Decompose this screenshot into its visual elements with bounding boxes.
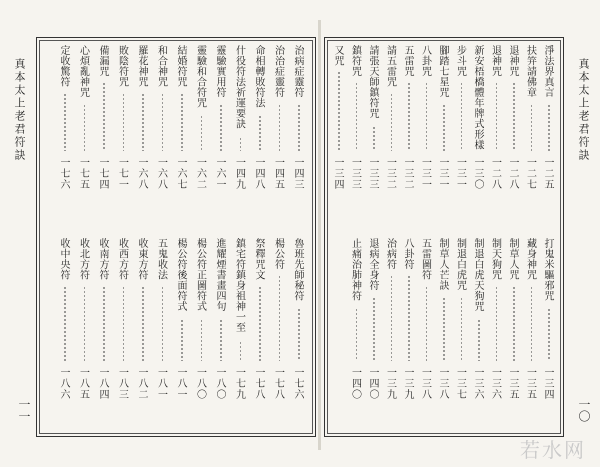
toc-entry-top: [507, 45, 521, 190]
toc-entry-top: [472, 45, 486, 190]
toc-entry-page: 一四八: [253, 157, 264, 190]
toc-entry-title: 扶笄請佛章: [524, 45, 536, 98]
toc-entry-page: 一三九: [384, 367, 396, 400]
toc-entry-title: 打鬼米驅邪咒: [542, 238, 553, 301]
leader-dots: [408, 82, 410, 151]
toc-entry-bottom: [490, 238, 504, 400]
toc-entry-top: [542, 45, 556, 190]
leader-dots: [142, 93, 144, 151]
toc-entry-page: 一六二: [194, 157, 206, 190]
toc-entry-page: 一六一: [214, 157, 225, 190]
leader-dots: [443, 297, 445, 361]
toc-entry-title: 退神咒: [507, 45, 518, 77]
toc-entry-title: 定收驚符: [58, 45, 69, 87]
toc-entry-top: [97, 45, 111, 190]
toc-entry-page: 一六八: [155, 157, 167, 190]
toc-entry-page: 一六八: [136, 157, 147, 190]
toc-entry-bottom: [234, 238, 248, 400]
toc-entry-top: [332, 45, 346, 190]
toc-entry-bottom: [97, 238, 111, 400]
toc-entry-top: [420, 45, 434, 190]
toc-entry-page: 一三六: [489, 367, 501, 400]
toc-entry-page: 一八三: [116, 367, 128, 400]
toc-entry-bottom: [195, 238, 209, 400]
leader-dots: [220, 319, 222, 361]
toc-entry-page: 一八一: [155, 367, 167, 400]
leader-dots: [298, 104, 300, 151]
toc-entry-top: [385, 45, 399, 190]
leader-dots: [373, 297, 375, 361]
watermark: 若水网: [520, 438, 586, 462]
leader-dots: [391, 275, 393, 361]
toc-entry-page: 一八二: [136, 367, 147, 400]
leader-dots: [123, 286, 125, 361]
toc-entry-page: 一三九: [402, 367, 413, 400]
toc-entry-page: 一七八: [253, 367, 264, 400]
leader-dots: [240, 341, 242, 361]
toc-entry-top: [234, 45, 248, 190]
leader-dots: [162, 93, 164, 151]
toc-entry-top: [117, 45, 131, 190]
toc-entry-bottom: [175, 238, 189, 400]
toc-entry-title: 收東方符: [136, 238, 147, 280]
toc-entry-top: [525, 45, 539, 190]
toc-entry-title: 和合神咒: [155, 45, 167, 87]
toc-entry-page: 一三七: [454, 367, 466, 400]
leader-dots: [478, 319, 480, 361]
toc-entry-title: 靈驗實用符: [214, 45, 225, 98]
toc-entry-title: 什役符法祈運要訣: [233, 45, 245, 129]
toc-entry-page: 一七四: [97, 157, 108, 190]
toc-entry-bottom: [117, 238, 131, 400]
toc-entry-title: 五雷圖符: [419, 238, 431, 280]
toc-entry-title: 制天狗咒: [489, 238, 501, 280]
leader-dots: [64, 93, 66, 151]
left-page-number: 一一: [17, 398, 31, 422]
leader-dots: [84, 286, 86, 361]
toc-entry-top: [58, 45, 72, 190]
toc-entry-title: 靈驗和合符咒: [194, 45, 206, 108]
toc-entry-page: 一三一: [437, 157, 448, 190]
toc-entry-page: 一三三: [367, 157, 378, 190]
toc-entry-page: 一三五: [524, 367, 536, 400]
toc-entry-title: 淨法界真言: [542, 45, 553, 98]
toc-entry-bottom: [402, 238, 416, 400]
toc-entry-top: [253, 45, 267, 190]
toc-entry-title: 羅花神咒: [136, 45, 147, 87]
toc-entry-title: 八卦符: [402, 238, 413, 270]
toc-entry-top: [455, 45, 469, 190]
toc-entry-title: 五鬼收法: [155, 238, 167, 280]
toc-entry-title: 鎮符咒: [349, 45, 361, 77]
leader-dots: [84, 104, 86, 151]
toc-entry-bottom: [367, 238, 381, 400]
toc-entry-bottom: [542, 238, 556, 400]
toc-entry-title: 退病全身符: [367, 238, 378, 291]
leader-dots: [123, 93, 125, 151]
toc-entry-page: 一七八: [272, 367, 284, 400]
leader-dots: [240, 137, 242, 151]
leader-dots: [142, 286, 144, 361]
toc-entry-page: 一三五: [507, 367, 518, 400]
toc-entry-top: [136, 45, 150, 190]
leader-dots: [408, 275, 410, 361]
leader-dots: [496, 82, 498, 151]
toc-entry-title: 敗陰符咒: [116, 45, 128, 87]
toc-entry-page: 一二七: [524, 157, 536, 190]
toc-entry-title: 進耀煙書畫四句: [214, 238, 225, 312]
toc-entry-title: 制退白虎天狗咒: [472, 238, 483, 312]
toc-entry-title: 退神咒: [489, 45, 501, 77]
toc-entry-page: 一三八: [437, 367, 448, 400]
toc-entry-bottom: [455, 238, 469, 400]
toc-entry-page: 一二五: [542, 157, 553, 190]
toc-entry-page: 一六七: [175, 157, 186, 190]
toc-entry-page: 一三二: [402, 157, 413, 190]
leader-dots: [531, 104, 533, 151]
right-page-number: 一〇: [577, 398, 591, 422]
leader-dots: [548, 104, 550, 151]
toc-entry-page: 一三一: [454, 157, 466, 190]
leader-dots: [496, 286, 498, 361]
toc-entry-bottom: [273, 238, 287, 400]
toc-entry-top: [175, 45, 189, 190]
toc-entry-title: 制退白虎咒: [454, 238, 466, 291]
toc-entry-top: [367, 45, 381, 190]
book-spine: [318, 20, 321, 450]
toc-entry-top: [156, 45, 170, 190]
toc-entry-page: 一三一: [419, 157, 431, 190]
toc-entry-title: 又咒: [332, 45, 343, 66]
toc-entry-bottom: [78, 238, 92, 400]
toc-entry-title: 五雷咒: [402, 45, 413, 77]
toc-entry-top: [437, 45, 451, 190]
leader-dots: [548, 308, 550, 361]
toc-entry-title: 楊公符正圖符式: [194, 238, 206, 312]
toc-entry-title: 請張天師鎮符咒: [367, 45, 378, 119]
toc-entry-title: 治病症靈符: [292, 45, 303, 98]
toc-entry-page: 一四〇: [367, 367, 378, 400]
leader-dots: [391, 93, 393, 151]
toc-entry-title: 備漏咒: [97, 45, 108, 77]
toc-entry-page: 一七六: [292, 367, 303, 400]
leader-dots: [513, 82, 515, 151]
toc-entry-page: 一七九: [233, 367, 245, 400]
toc-entry-top: [273, 45, 287, 190]
toc-entry-bottom: [156, 238, 170, 400]
toc-entry-title: 祭釋咒文: [253, 238, 264, 280]
toc-entry-bottom: [420, 238, 434, 400]
leader-dots: [513, 286, 515, 361]
toc-entry-top: [195, 45, 209, 190]
toc-entry-title: 腳踏七星咒: [437, 45, 448, 98]
leader-dots: [201, 319, 203, 361]
toc-entry-page: 一二八: [507, 157, 518, 190]
leader-dots: [259, 286, 261, 361]
toc-entry-page: 一二八: [489, 157, 501, 190]
toc-entry-page: 一三四: [542, 367, 553, 400]
left-running-title: 真本太上老君符訣: [13, 58, 26, 162]
toc-entry-page: 一八五: [77, 367, 89, 400]
toc-entry-bottom: [525, 238, 539, 400]
toc-entry-top: [292, 45, 306, 190]
toc-entry-page: 一三二: [384, 157, 396, 190]
toc-entry-title: 治病符: [384, 238, 396, 270]
toc-entry-page: 一三三: [349, 157, 361, 190]
toc-entry-top: [214, 45, 228, 190]
toc-entry-bottom: [385, 238, 399, 400]
toc-entry-page: 一八一: [175, 367, 186, 400]
toc-entry-page: 一四九: [233, 157, 245, 190]
leader-dots: [259, 115, 261, 151]
leader-dots: [64, 286, 66, 361]
toc-entry-top: [490, 45, 504, 190]
toc-entry-page: 一三六: [472, 367, 483, 400]
toc-entry-bottom: [437, 238, 451, 400]
leader-dots: [103, 82, 105, 151]
toc-entry-page: 一七五: [77, 157, 89, 190]
leader-dots: [162, 286, 164, 361]
toc-entry-title: 步斗咒: [454, 45, 466, 77]
toc-entry-bottom: [58, 238, 72, 400]
toc-entry-bottom: [136, 238, 150, 400]
toc-entry-page: 一三〇: [472, 157, 483, 190]
toc-entry-page: 一七六: [58, 157, 69, 190]
toc-entry-page: 一八四: [97, 367, 108, 400]
toc-entry-page: 一四五: [272, 157, 284, 190]
toc-entry-page: 一三四: [332, 157, 343, 190]
toc-entry-title: 命相轉敗符法: [253, 45, 264, 108]
leader-dots: [356, 82, 358, 151]
toc-entry-page: 一八六: [58, 367, 69, 400]
toc-entry-title: 楊公符: [272, 238, 284, 270]
toc-entry-title: 魯班先師秘符: [292, 238, 303, 301]
leader-dots: [103, 286, 105, 361]
leader-dots: [338, 71, 340, 151]
toc-entry-title: 心煩亂神咒: [77, 45, 89, 98]
toc-entry-title: 制草人芒訣: [437, 238, 448, 291]
leader-dots: [220, 104, 222, 151]
leader-dots: [279, 104, 281, 151]
toc-entry-title: 鎮宅符鎮身祖神一至: [233, 238, 245, 333]
leader-dots: [356, 308, 358, 361]
toc-entry-title: 請五雷咒: [384, 45, 396, 87]
leader-dots: [531, 286, 533, 361]
toc-entry-title: 收中央符: [58, 238, 69, 280]
toc-entry-bottom: [472, 238, 486, 400]
toc-entry-title: 藏身神咒: [524, 238, 536, 280]
toc-entry-title: 楊公符後面符式: [175, 238, 186, 312]
leader-dots: [461, 82, 463, 151]
toc-entry-top: [78, 45, 92, 190]
toc-entry-title: 新安梧橋體年牌式形樣: [472, 45, 483, 150]
leader-dots: [298, 308, 300, 361]
leader-dots: [279, 275, 281, 361]
toc-entry-title: 結婚符咒: [175, 45, 186, 87]
leader-dots: [443, 104, 445, 151]
toc-entry-page: 一三八: [419, 367, 431, 400]
toc-entry-bottom: [507, 238, 521, 400]
toc-entry-top: [350, 45, 364, 190]
toc-entry-title: 制草人咒: [507, 238, 518, 280]
toc-entry-top: [402, 45, 416, 190]
toc-entry-title: 收西方符: [116, 238, 128, 280]
toc-entry-title: 收南方符: [97, 238, 108, 280]
toc-entry-title: 治治症靈符: [272, 45, 284, 98]
leader-dots: [426, 82, 428, 151]
leader-dots: [373, 126, 375, 151]
leader-dots: [461, 297, 463, 361]
toc-entry-page: 一八〇: [214, 367, 225, 400]
toc-entry-page: 一四〇: [349, 367, 361, 400]
toc-entry-page: 一四三: [292, 157, 303, 190]
toc-entry-page: 一八〇: [194, 367, 206, 400]
leader-dots: [181, 319, 183, 361]
toc-entry-title: 止痛治肺神符: [349, 238, 361, 301]
leader-dots: [201, 115, 203, 151]
toc-entry-bottom: [292, 238, 306, 400]
toc-entry-page: 一七一: [116, 157, 128, 190]
right-running-title: 真本太上老君符訣: [577, 58, 590, 162]
leader-dots: [181, 93, 183, 151]
toc-entry-title: 收北方符: [77, 238, 89, 280]
toc-entry-bottom: [350, 238, 364, 400]
toc-entry-bottom: [214, 238, 228, 400]
toc-entry-title: 八卦咒: [419, 45, 431, 77]
toc-entry-bottom: [253, 238, 267, 400]
leader-dots: [426, 286, 428, 361]
